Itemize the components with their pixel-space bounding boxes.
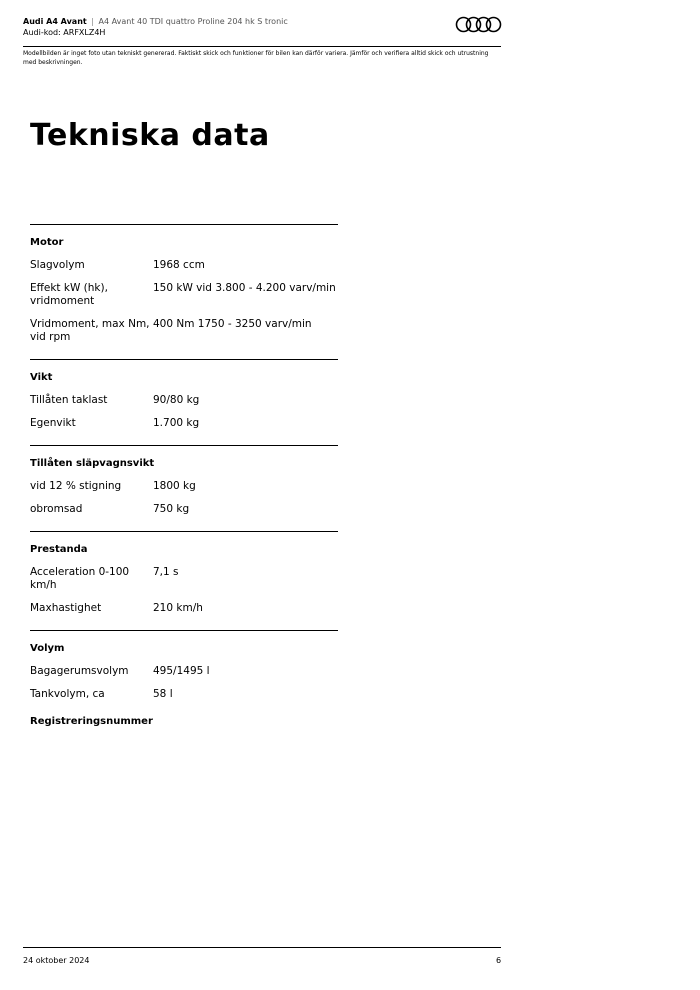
spec-row [30,665,338,678]
spec-value: 58 l [153,688,173,700]
document-header [23,16,501,38]
spec-label: Bagagerumsvolym [30,665,129,677]
spec-row [30,602,338,615]
spec-row [30,566,338,592]
spec-label: Tillåten taklast [30,394,108,406]
spec-label: Acceleration 0-100 km/h [30,566,130,591]
title-separator: | [91,17,94,26]
spec-label: Vridmoment, max Nm, vid rpm [30,318,150,343]
spec-section-slapvagnsvikt [30,445,338,531]
spec-label: Slagvolym [30,259,85,271]
spec-section-prestanda [30,531,338,630]
vehicle-variant: A4 Avant 40 TDI quattro Proline 204 hk S tronic [98,17,288,26]
footer-date: 24 oktober 2024 [23,956,90,965]
spec-label: Maxhastighet [30,602,102,614]
spec-row [30,394,338,407]
spec-value: 1800 kg [153,480,196,492]
page-title: Tekniska data [30,118,270,153]
spec-row [30,282,338,308]
spec-value: 1968 ccm [153,259,205,271]
spec-table [30,224,338,716]
header-divider [23,46,501,47]
section-title: Volym [30,643,65,654]
spec-value: 210 km/h [153,602,203,614]
spec-label: Effekt kW (hk), vridmoment [30,282,108,307]
section-title: Vikt [30,372,53,383]
spec-value: 90/80 kg [153,394,200,406]
section-title: Tillåten släpvagnsvikt [30,458,155,469]
spec-section-vikt [30,359,338,445]
spec-value: 400 Nm 1750 - 3250 varv/min [153,318,312,330]
image-disclaimer: Modellbilden är inget foto utan tekniskt genererad. Faktiskt skick och funktioner för bilen kan därför variera. Jämför och verifiera alltid skick och utrustning med beskrivningen. [23,50,489,66]
spec-section-volym [30,630,338,716]
spec-label: Tankvolym, ca [30,688,105,700]
spec-value: 7,1 s [153,566,179,578]
registration-number-heading: Registreringsnummer [30,716,153,727]
spec-row [30,259,338,272]
section-title: Prestanda [30,544,88,555]
spec-value: 495/1495 l [153,665,210,677]
vehicle-model: Audi A4 Avant [23,17,87,26]
spec-label: obromsad [30,503,83,515]
vehicle-title-line [23,16,501,27]
audi-rings-logo-icon [455,16,502,33]
audi-code: Audi-kod: ARFXLZ4H [23,28,106,37]
spec-value: 150 kW vid 3.800 - 4.200 varv/min [153,282,336,294]
footer-divider [23,947,501,948]
spec-row [30,318,338,344]
spec-row [30,503,338,516]
spec-row [30,688,338,701]
page-number: 6 [496,956,502,965]
spec-value: 1.700 kg [153,417,200,429]
section-title: Motor [30,237,64,248]
spec-row [30,480,338,493]
spec-label: Egenvikt [30,417,76,429]
spec-value: 750 kg [153,503,190,515]
spec-section-motor [30,224,338,359]
spec-label: vid 12 % stigning [30,480,122,492]
spec-row [30,417,338,430]
